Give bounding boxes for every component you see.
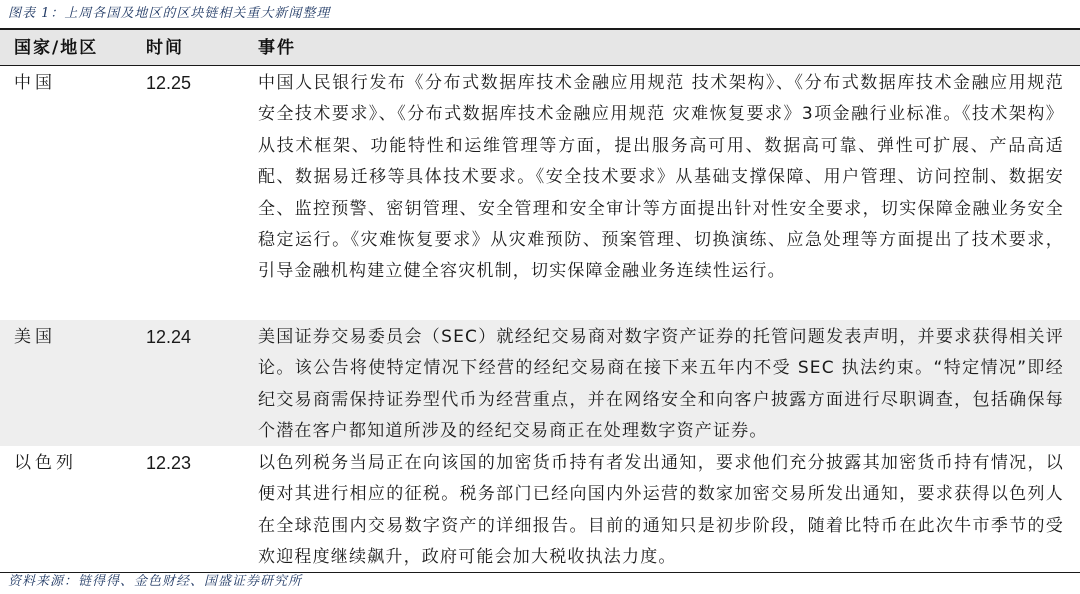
row-time: 12.24 <box>146 327 192 347</box>
source-note: 资料来源：链得得、金色财经、国盛证券研究所 <box>8 574 303 589</box>
row-event: 美国证券交易委员会（SEC）就经纪交易商对数字资产证券的托管问题发表声明，并要求获得相关评论。该公告将使特定情况下经营的经纪交易商在接下来五年内不受 SEC 执法约束。“特定情况”即经纪交易商需保持证券型代币为经营重点，并在网络安全和向客户披露方面进行尽职调查，包括确保每个潜在客户都知道所涉及的经纪交易商正在处理数字资产证券。 <box>258 327 1064 442</box>
row-event: 以色列税务当局正在向该国的加密货币持有者发出通知，要求他们充分披露其加密货币持有情况，以便对其进行相应的征税。税务部门已经向国内外运营的数家加密交易所发出通知，要求获得以色列人在全球范围内交易数字资产的详细报告。目前的通知只是初步阶段，随着比特币在此次牛市季节的受欢迎程度继续飙升，政府可能会加大税收执法力度。 <box>258 453 1064 568</box>
news-table <box>0 28 1080 572</box>
header-time: 时间 <box>146 38 184 58</box>
row-time: 12.23 <box>146 453 192 473</box>
table-caption: 图表 1：上周各国及地区的区块链相关重大新闻整理 <box>8 6 331 21</box>
row-country: 美国 <box>14 327 56 347</box>
table-row <box>0 446 1080 572</box>
row-event: 中国人民银行发布《分布式数据库技术金融应用规范 技术架构》、《分布式数据库技术金融应用规范 安全技术要求》、《分布式数据库技术金融应用规范 灾难恢复要求》3项金融行业标准。《技术架构》从技术框架、功能特性和运维管理等方面，提出服务高可用、数据高可靠、弹性可扩展、产品高适配、数据易迁移等具体技术要求。《安全技术要求》从基础支撑保障、用户管理、访问控制、数据安全、监控预警、密钥管理、安全管理和安全审计等方面提出针对性安全要求，切实保障金融业务安全稳定运行。《灾难恢复要求》从灾难预防、预案管理、切换演练、应急处理等方面提出了技术要求，引导金融机构建立健全容灾机制，切实保障金融业务连续性运行。 <box>258 73 1064 282</box>
header-event: 事件 <box>258 38 296 58</box>
table-header <box>0 28 1080 66</box>
table-row <box>0 66 1080 320</box>
header-country: 国家/地区 <box>14 38 99 58</box>
row-country: 中国 <box>14 73 56 93</box>
table-row <box>0 320 1080 446</box>
row-country: 以色列 <box>14 453 77 473</box>
row-time: 12.25 <box>146 73 192 93</box>
